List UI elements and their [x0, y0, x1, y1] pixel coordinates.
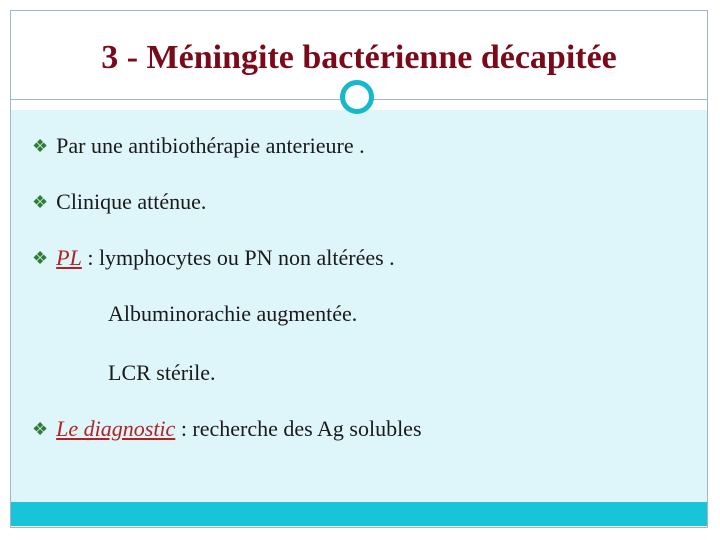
bullet-item — [32, 245, 395, 271]
bullet-text: : lymphocytes ou PN non altérées . — [81, 245, 395, 270]
diamond-bullet-icon: ❖ — [32, 192, 49, 212]
bullet-item — [32, 133, 365, 159]
slide-title: 3 - Méningite bactérienne décapitée — [101, 39, 617, 76]
bullet-text: : recherche des Ag solubles — [175, 416, 422, 441]
bullet-term: PL — [56, 245, 82, 270]
diamond-bullet-icon: ❖ — [32, 419, 49, 439]
bullet-text: Clinique atténue. — [56, 189, 207, 214]
diamond-bullet-icon: ❖ — [32, 136, 49, 156]
sub-line: Albuminorachie augmentée. — [108, 301, 358, 326]
sub-line: LCR stérile. — [108, 360, 216, 385]
footer-bar — [11, 502, 707, 526]
bullet-term: Le diagnostic — [56, 416, 176, 441]
bullet-item — [32, 189, 206, 215]
ring-ornament-icon — [340, 80, 374, 114]
diamond-bullet-icon: ❖ — [32, 248, 49, 268]
bullet-item — [32, 416, 422, 442]
bullet-text: Par une antibiothérapie anterieure . — [56, 133, 365, 158]
